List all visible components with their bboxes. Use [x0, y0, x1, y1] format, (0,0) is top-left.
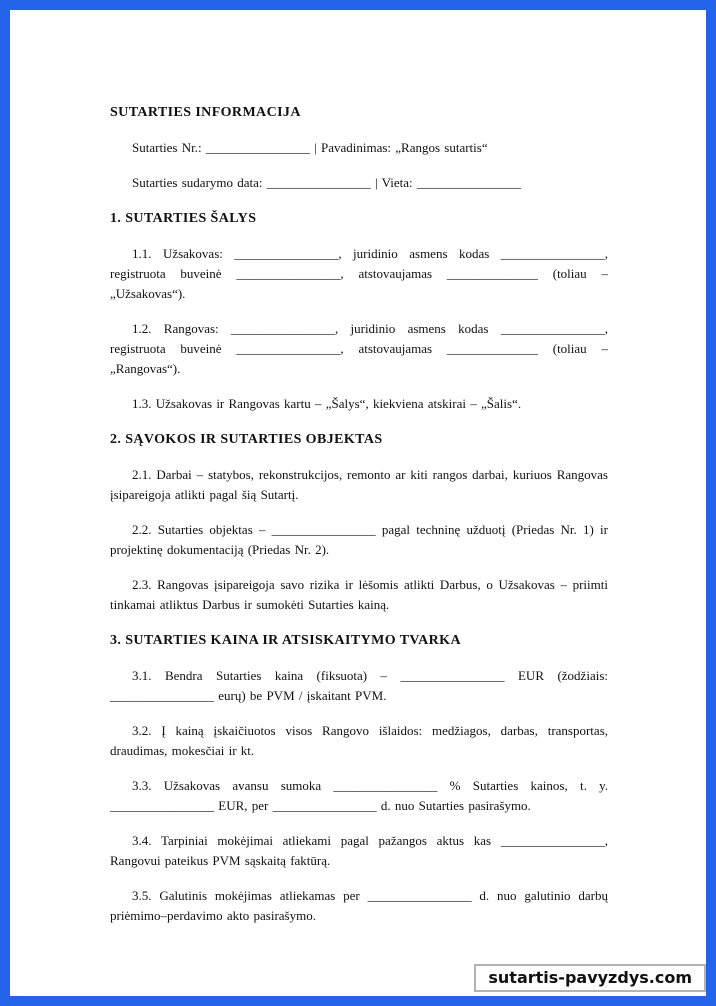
paragraph-1-3: 1.3. Užsakovas ir Rangovas kartu – „Šalys“, kiekviena atskirai – „Šalis“.: [132, 396, 522, 411]
paragraph-3-1: 3.1. Bendra Sutarties kaina (fiksuota) – ________________ EUR (žodžiais: ________________ eurų) be PVM / įskaitant PVM.: [110, 668, 608, 703]
paragraph-2-3: 2.3. Rangovas įsipareigoja savo rizika ir lėšomis atlikti Darbus, o Užsakovas – priimti tinkamai atliktus Darbus ir sumokėti Sutarties kainą.: [110, 577, 608, 612]
document-title: SUTARTIES INFORMACIJA: [110, 105, 301, 120]
section-heading-parties: 1. SUTARTIES ŠALYS: [110, 211, 257, 226]
paragraph-3-2: 3.2. Į kainą įskaičiuotos visos Rangovo išlaidos: medžiagos, darbas, transportas, draudimas, mokesčiai ir kt.: [110, 723, 608, 758]
paragraph-3-5: 3.5. Galutinis mokėjimas atliekamas per ________________ d. nuo galutinio darbų priėmimo–perdavimo akto pasirašymo.: [110, 888, 608, 923]
section-heading-definitions-object: 2. SĄVOKOS IR SUTARTIES OBJEKTAS: [110, 432, 383, 447]
paragraph-3-4: 3.4. Tarpiniai mokėjimai atliekami pagal pažangos aktus kas ________________, Rangovui pateikus PVM sąskaitą faktūrą.: [110, 833, 608, 868]
intro-line-date-place: Sutarties sudarymo data: ________________ | Vieta: ________________: [132, 175, 521, 190]
section-heading-price-payment: 3. SUTARTIES KAINA IR ATSISKAITYMO TVARKA: [110, 633, 461, 648]
paragraph-1-1: 1.1. Užsakovas: ________________, juridinio asmens kodas ________________, registruota buveinė ________________, atstovaujamas ______________ (toliau – „Užsakovas“).: [110, 246, 608, 301]
paragraph-2-2: 2.2. Sutarties objektas – ________________ pagal techninę užduotį (Priedas Nr. 1) ir projektinę dokumentaciją (Priedas Nr. 2).: [110, 522, 608, 557]
intro-line-contract-number: Sutarties Nr.: ________________ | Pavadinimas: „Rangos sutartis“: [132, 140, 488, 155]
paragraph-1-2: 1.2. Rangovas: ________________, juridinio asmens kodas ________________, registruota buveinė ________________, atstovaujamas ______________ (toliau – „Rangovas“).: [110, 321, 608, 376]
paragraph-2-1: 2.1. Darbai – statybos, rekonstrukcijos, remonto ar kiti rangos darbai, kuriuos Rangovas įsipareigoja atlikti pagal šią Sutartį.: [110, 467, 608, 502]
watermark-badge: sutartis-pavyzdys.com: [474, 964, 706, 992]
paragraph-3-3: 3.3. Užsakovas avansu sumoka ________________ % Sutarties kainos, t. y. ________________ EUR, per ________________ d. nuo Sutarties pasirašymo.: [110, 778, 608, 813]
